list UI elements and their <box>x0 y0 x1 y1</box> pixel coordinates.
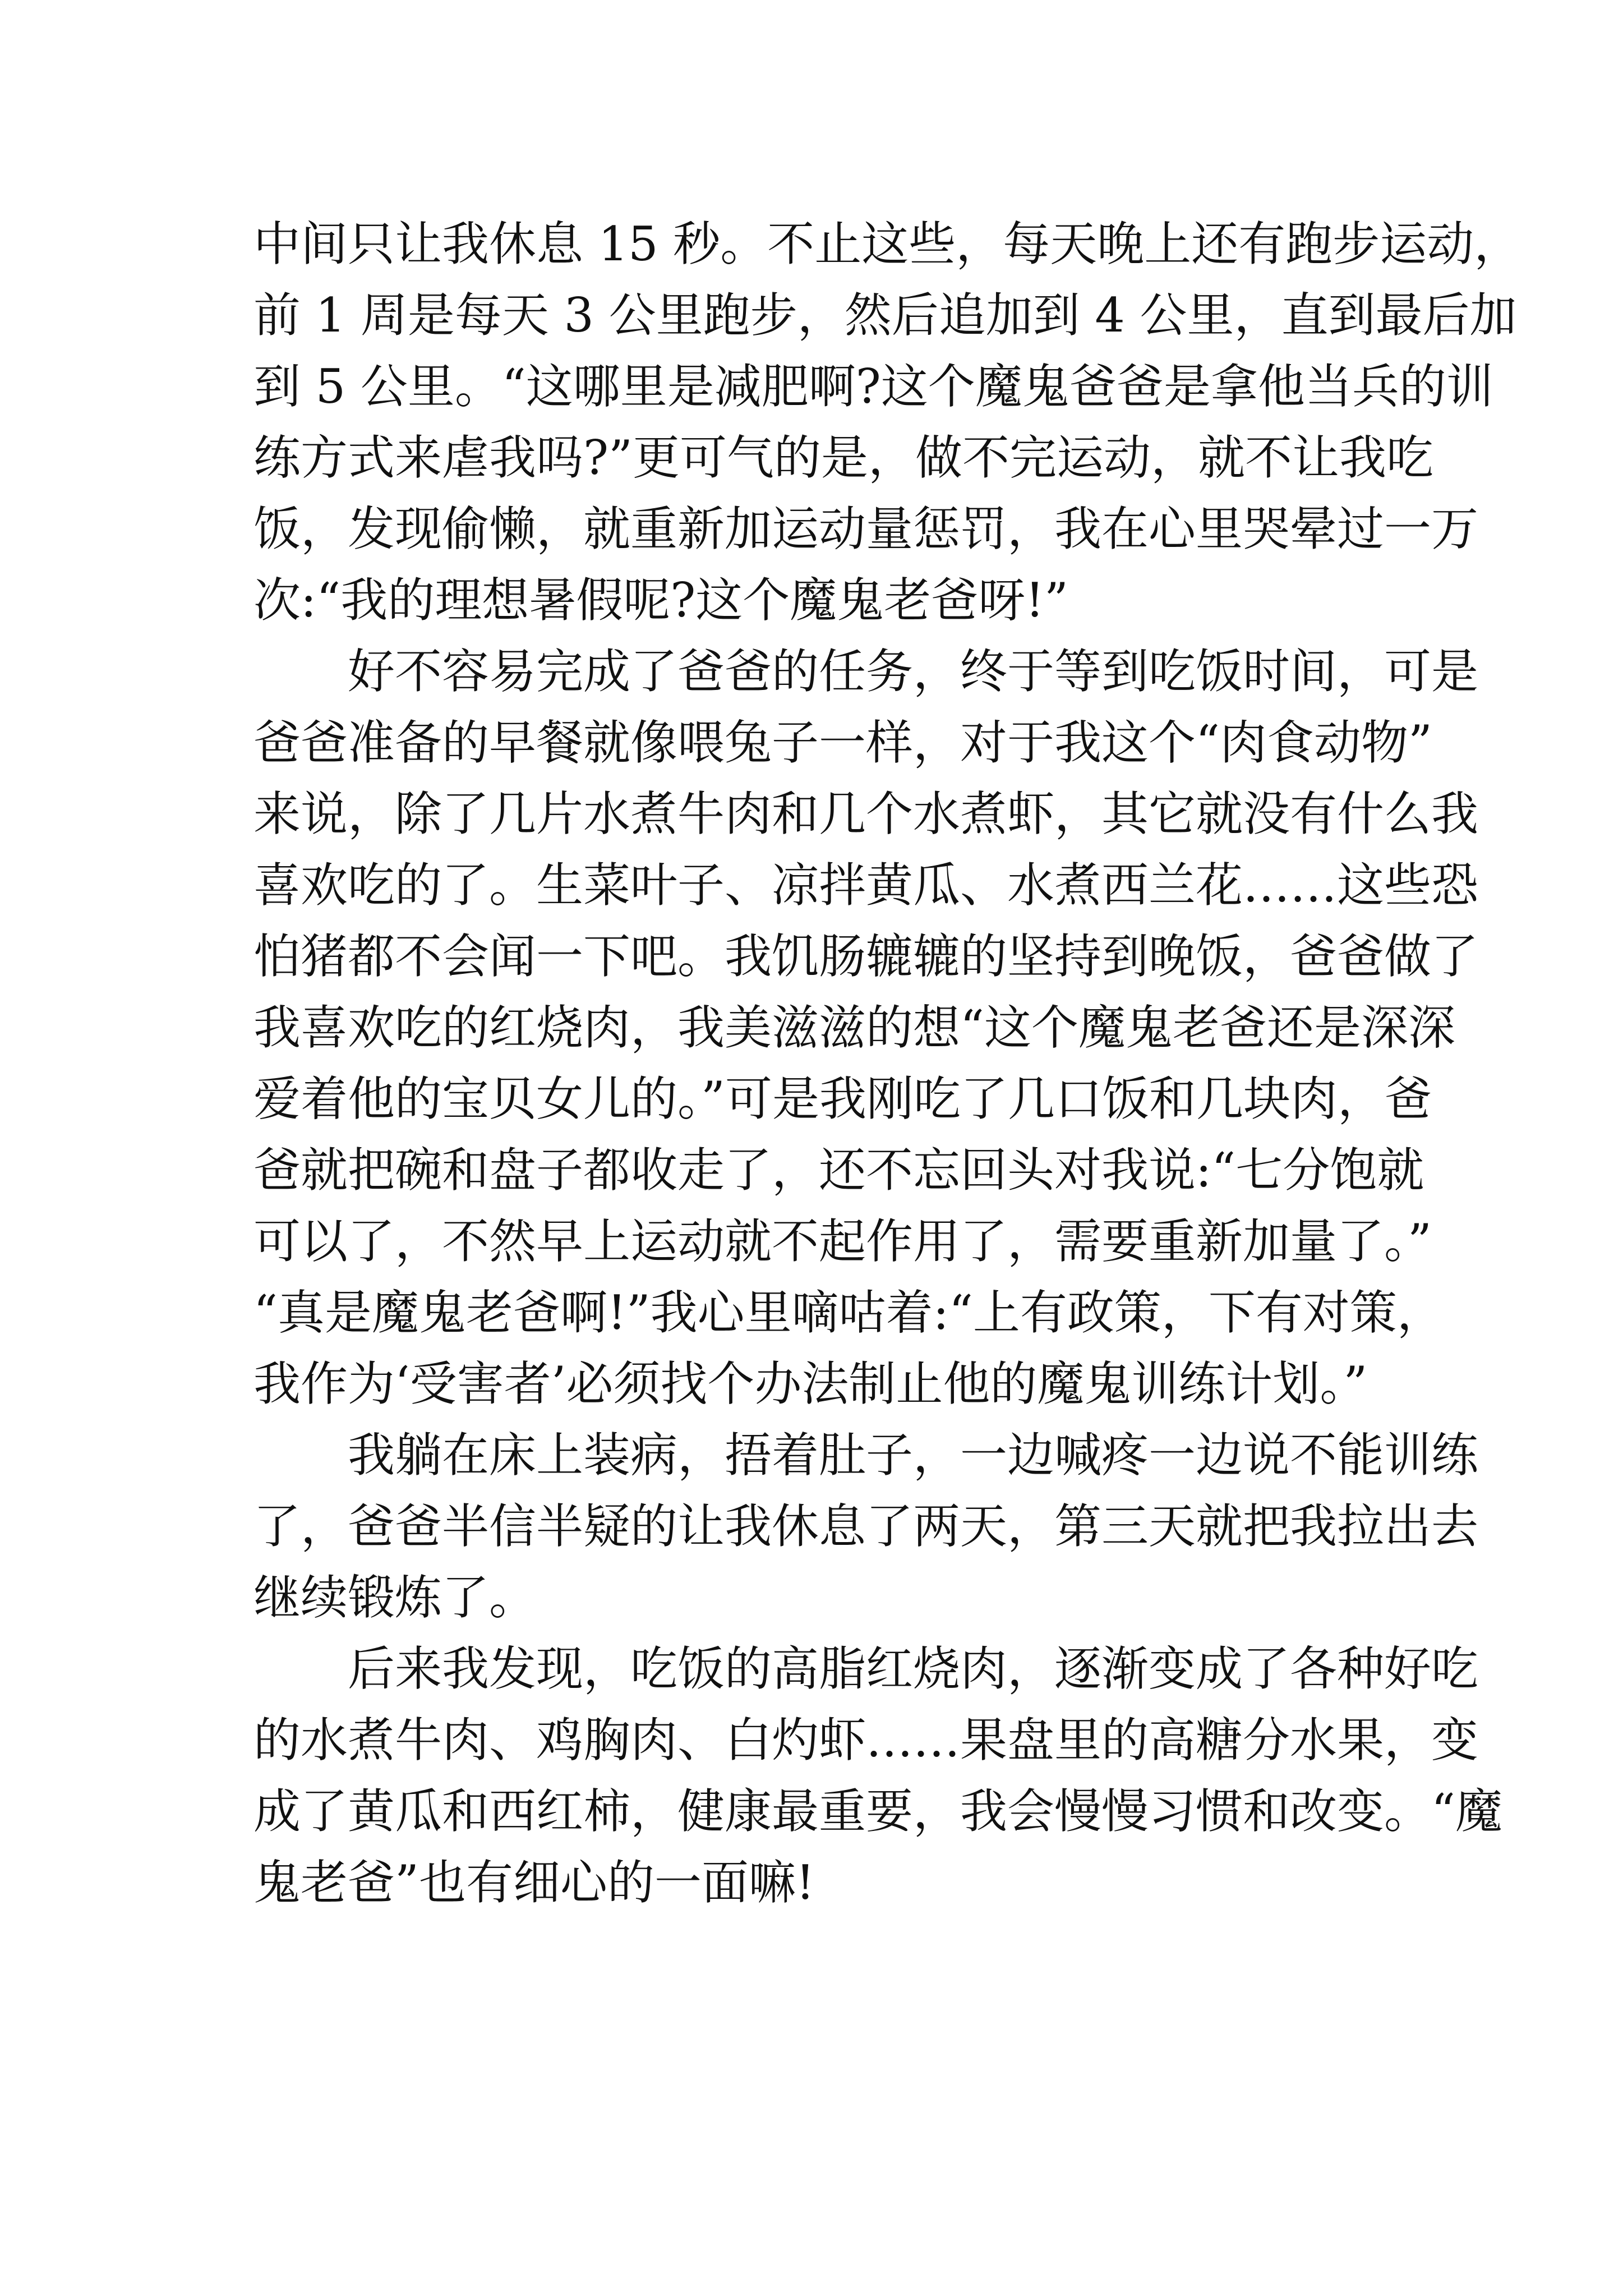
text-line: 中间只让我休息 15 秒。不止这些，每天晚上还有跑步运动， <box>253 217 1521 272</box>
text-line: 前 1 周是每天 3 公里跑步，然后追加到 4 公里，直到最后加 <box>253 288 1517 343</box>
text-line: 了，爸爸半信半疑的让我休息了两天，第三天就把我拉出去 <box>253 1499 1479 1554</box>
text-line: 来说，除了几片水煮牛肉和几个水煮虾，其它就没有什么我 <box>253 786 1479 841</box>
text-line: 成了黄瓜和西红柿，健康最重要，我会慢慢习惯和改变。“魔 <box>253 1784 1502 1839</box>
paragraph-1 <box>253 209 1521 636</box>
text-line: 的水煮牛肉、鸡胸肉、白灼虾……果盘里的高糖分水果，变 <box>253 1713 1479 1768</box>
article-body <box>253 209 1521 1918</box>
text-line: 继续锻炼了。 <box>253 1570 537 1625</box>
text-line: 饭，发现偷懒，就重新加运动量惩罚，我在心里哭晕过一万 <box>253 501 1479 556</box>
text-line: 好不容易完成了爸爸的任务，终于等到吃饭时间，可是 <box>348 644 1479 699</box>
text-line: 爱着他的宝贝女儿的。”可是我刚吃了几口饭和几块肉，爸 <box>253 1071 1432 1126</box>
text-line: 到 5 公里。“这哪里是减肥啊?这个魔鬼爸爸是拿他当兵的训 <box>253 359 1493 414</box>
paragraph-2 <box>253 636 1479 1420</box>
text-line: 我躺在床上装病，捂着肚子，一边喊疼一边说不能训练 <box>348 1428 1479 1483</box>
text-line: “真是魔鬼老爸啊!”我心里嘀咕着:“上有政策，下有对策， <box>253 1285 1444 1340</box>
text-line: 怕猪都不会闻一下吧。我饥肠辘辘的坚持到晚饭，爸爸做了 <box>253 929 1479 984</box>
text-line: 喜欢吃的了。生菜叶子、凉拌黄瓜、水煮西兰花……这些恐 <box>253 858 1479 913</box>
text-line: 练方式来虐我吗?”更可气的是，做不完运动，就不让我吃 <box>253 430 1433 485</box>
text-line: 我作为‘受害者’必须找个办法制止他的魔鬼训练计划。” <box>253 1356 1368 1411</box>
text-line: 可以了，不然早上运动就不起作用了，需要重新加量了。” <box>253 1214 1432 1269</box>
paragraph-4 <box>253 1634 1502 1918</box>
text-line: 后来我发现，吃饭的高脂红烧肉，逐渐变成了各种好吃 <box>348 1641 1479 1696</box>
text-line: 爸就把碗和盘子都收走了，还不忘回头对我说:“七分饱就 <box>253 1143 1424 1198</box>
text-line: 鬼老爸”也有细心的一面嘛! <box>253 1855 815 1910</box>
text-line: 次:“我的理想暑假呢?这个魔鬼老爸呀!” <box>253 573 1068 628</box>
text-line: 我喜欢吃的红烧肉，我美滋滋的想“这个魔鬼老爸还是深深 <box>253 1000 1455 1055</box>
paragraph-3 <box>253 1420 1479 1634</box>
text-line: 爸爸准备的早餐就像喂兔子一样，对于我这个“肉食动物” <box>253 715 1432 770</box>
